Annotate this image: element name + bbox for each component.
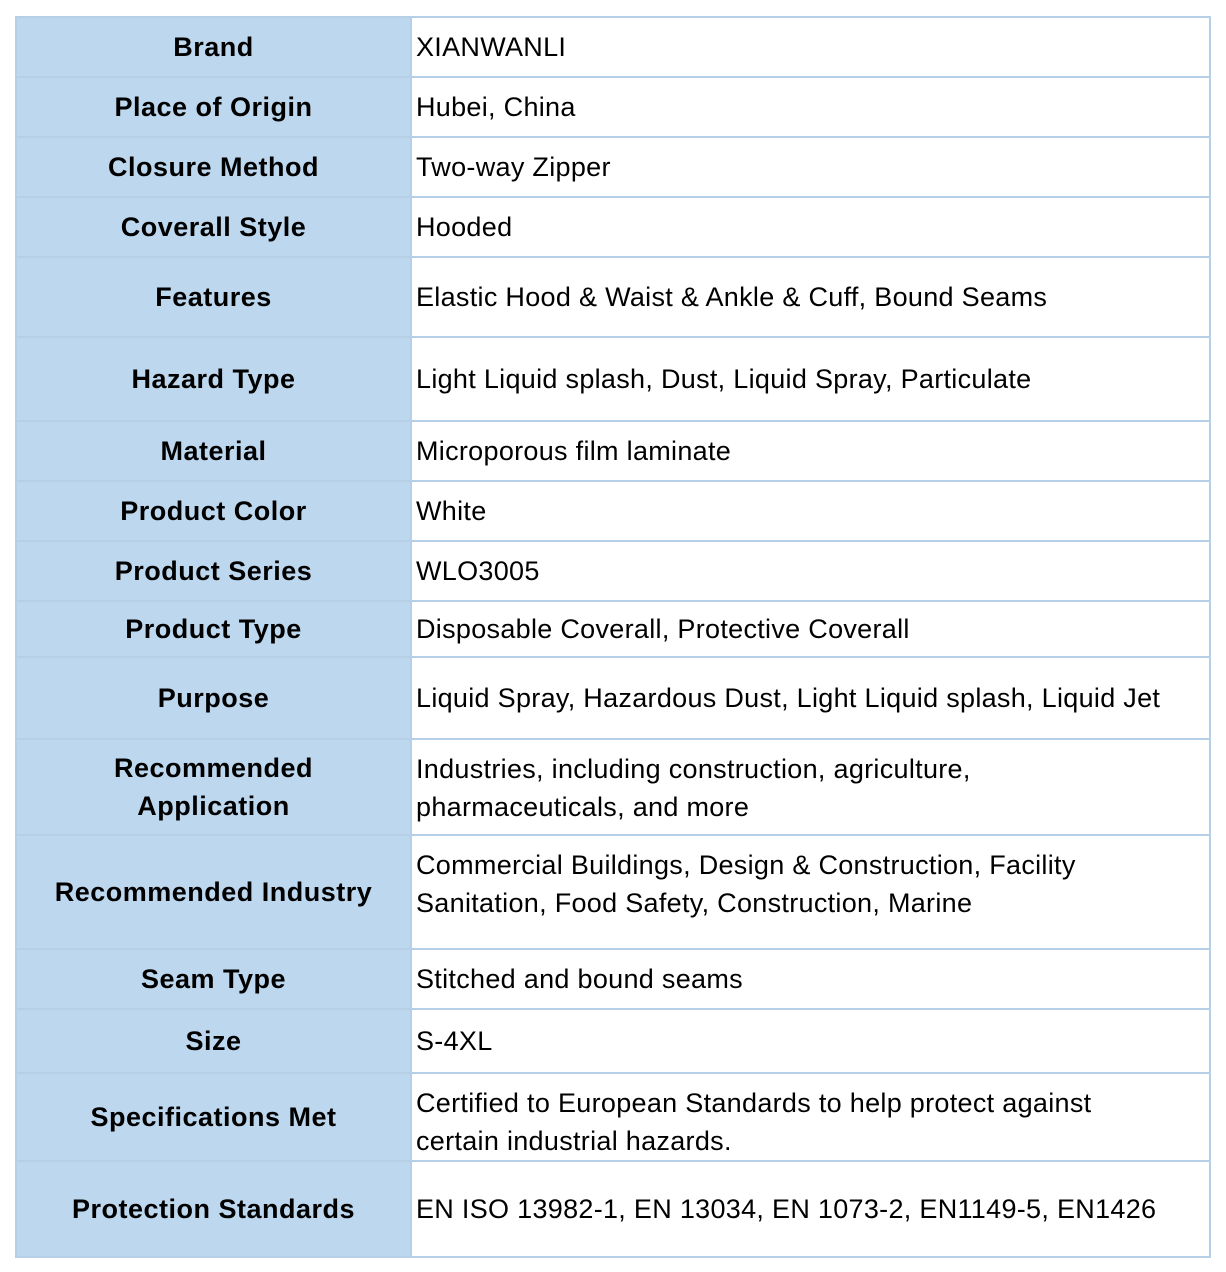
row-value: EN ISO 13982-1, EN 13034, EN 1073-2, EN1149-5, EN1426 bbox=[411, 1161, 1210, 1257]
row-label: Product Type bbox=[16, 601, 411, 657]
table-row bbox=[16, 197, 1210, 257]
row-value bbox=[411, 739, 1210, 835]
row-label bbox=[16, 739, 411, 835]
row-value: Disposable Coverall, Protective Coverall bbox=[411, 601, 1210, 657]
row-value: Liquid Spray, Hazardous Dust, Light Liquid splash, Liquid Jet bbox=[411, 657, 1210, 739]
row-value-line: Commercial Buildings, Design & Construction, Facility bbox=[416, 850, 1076, 880]
row-label: Seam Type bbox=[16, 949, 411, 1009]
row-value: Microporous film laminate bbox=[411, 421, 1210, 481]
table-row bbox=[16, 949, 1210, 1009]
row-value: Elastic Hood & Waist & Ankle & Cuff, Bound Seams bbox=[411, 257, 1210, 337]
table-row bbox=[16, 481, 1210, 541]
row-value bbox=[411, 1073, 1210, 1161]
row-label: Material bbox=[16, 421, 411, 481]
table-row bbox=[16, 77, 1210, 137]
row-value: Hubei, China bbox=[411, 77, 1210, 137]
row-label-line: Recommended bbox=[113, 753, 314, 783]
row-value-line: Industries, including construction, agriculture, bbox=[416, 754, 971, 784]
row-label: Protection Standards bbox=[16, 1161, 411, 1257]
table-row bbox=[16, 1161, 1210, 1257]
row-label: Place of Origin bbox=[16, 77, 411, 137]
row-value: White bbox=[411, 481, 1210, 541]
row-label: Closure Method bbox=[16, 137, 411, 197]
table-row bbox=[16, 17, 1210, 77]
table-row bbox=[16, 1073, 1210, 1161]
row-value: Stitched and bound seams bbox=[411, 949, 1210, 1009]
row-label-line: Application bbox=[137, 791, 290, 821]
row-label: Product Series bbox=[16, 541, 411, 601]
row-label: Specifications Met bbox=[16, 1073, 411, 1161]
row-value-line: pharmaceuticals, and more bbox=[416, 792, 750, 822]
table-row bbox=[16, 1009, 1210, 1073]
table-row bbox=[16, 657, 1210, 739]
table-row bbox=[16, 601, 1210, 657]
row-value bbox=[411, 835, 1210, 949]
table-row bbox=[16, 835, 1210, 949]
table-row bbox=[16, 739, 1210, 835]
row-label: Size bbox=[16, 1009, 411, 1073]
row-value-line: Sanitation, Food Safety, Construction, Marine bbox=[416, 888, 973, 918]
row-value: Two-way Zipper bbox=[411, 137, 1210, 197]
row-label: Features bbox=[16, 257, 411, 337]
row-value: Light Liquid splash, Dust, Liquid Spray, Particulate bbox=[411, 337, 1210, 421]
table-row bbox=[16, 257, 1210, 337]
table-row bbox=[16, 337, 1210, 421]
table-row bbox=[16, 541, 1210, 601]
row-label: Product Color bbox=[16, 481, 411, 541]
row-label: Recommended Industry bbox=[16, 835, 411, 949]
row-value: Hooded bbox=[411, 197, 1210, 257]
row-value: S-4XL bbox=[411, 1009, 1210, 1073]
row-label: Purpose bbox=[16, 657, 411, 739]
row-value-line: Certified to European Standards to help protect against bbox=[416, 1088, 1092, 1118]
row-value: XIANWANLI bbox=[411, 17, 1210, 77]
row-label: Hazard Type bbox=[16, 337, 411, 421]
row-value: WLO3005 bbox=[411, 541, 1210, 601]
row-label: Coverall Style bbox=[16, 197, 411, 257]
row-value-line: certain industrial hazards. bbox=[416, 1126, 732, 1156]
product-specification-table bbox=[15, 16, 1211, 1258]
table-row bbox=[16, 421, 1210, 481]
table-row bbox=[16, 137, 1210, 197]
row-label: Brand bbox=[16, 17, 411, 77]
